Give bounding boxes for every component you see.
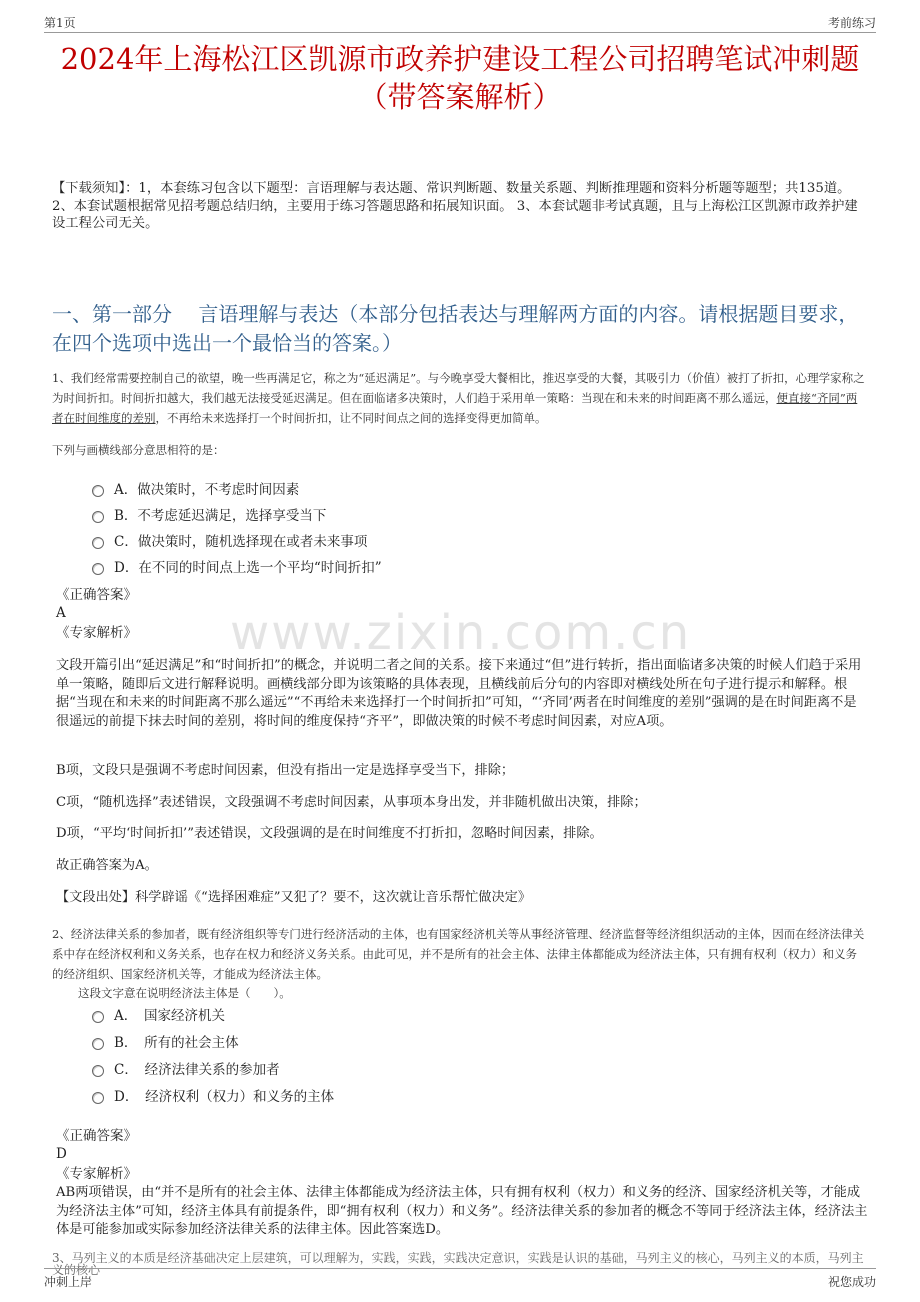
section-heading: 一、第一部分 言语理解与表达（本部分包括表达与理解两方面的内容。请根据题目要求，在四个选项中选出一个最恰当的答案。） (52, 302, 859, 355)
q2-option-c-label: C． 经济法律关系的参加者 (114, 1062, 280, 1078)
page-number: 第1页 (44, 16, 76, 30)
q1-option-a[interactable] (92, 478, 299, 498)
q1-stem-text: 1、我们经常需要控制自己的欲望，晚一些再满足它，称之为“延迟满足”。与今晚享受大餐相比，推迟享受的大餐，其吸引力（价值）被打了折扣，心理学家称之为时间折扣。时间折扣越大，我们越无法接受延迟满足。但在面临诸多决策时，人们趋于采用单一策略：当现在和未来的时间距离不那么遥远， (52, 371, 865, 405)
radio-icon[interactable] (92, 537, 104, 549)
question-1-stem (52, 368, 868, 428)
q1-stem-text-end: ，不再给未来选择打一个时间折扣，让不同时间点之间的选择变得更加简单。 (155, 411, 547, 425)
question-1-ask: 下列与画横线部分意思相符的是： (52, 443, 225, 457)
q1-option-b[interactable] (92, 504, 326, 524)
q2-option-d-label: D． 经济权利（权力）和义务的主体 (114, 1089, 335, 1105)
page-header (44, 12, 876, 33)
radio-icon[interactable] (92, 1038, 104, 1050)
title-line-2: （带答案解析） (358, 80, 562, 114)
radio-icon[interactable] (92, 1065, 104, 1077)
q1-option-d-label: D．在不同的时间点上选一个平均“时间折扣” (114, 560, 382, 576)
q2-answer-label: 《正确答案》 (56, 1128, 137, 1144)
q2-answer: D (56, 1146, 67, 1162)
q1-conclusion: 故正确答案为A。 (56, 858, 158, 873)
q2-option-d[interactable] (92, 1085, 334, 1105)
q1-analysis: 文段开篇引出“延迟满足”和“时间折扣”的概念，并说明二者之间的关系。接下来通过“但”进行转折，指出面临诸多决策的时候人们趋于采用单一策略，随即后文进行解释说明。画横线部分即为该策略的具体表现，且横线前后分句的内容即对横线处所在句子进行提示和解释。根据“当现在和未来的时间距离不那么遥远”“不再给未来选择打一个时间折扣”可知，“‘齐同’两者在时间维度的差别”强调的是在时间距离不是很遥远的前提下抹去时间的差别，将时间的维度保持“齐平”，即做决策的时候不考虑时间因素，对应A项。 (56, 658, 862, 729)
radio-icon[interactable] (92, 563, 104, 575)
footer-left: 冲刺上岸 (44, 1275, 93, 1289)
radio-icon[interactable] (92, 485, 104, 497)
q1-option-d[interactable] (92, 556, 382, 576)
download-notice: 【下载须知】：1，本套练习包含以下题型：言语理解与表达题、常识判断题、数量关系题、判断推理题和资料分析题等题型；共135道。 2、本套试题根据常见招考题总结归纳，主要用于练习答题思路和拓展知识面。 3、本套试题非考试真题，且与上海松江区凯源市政养护建设工程公司无关。 (52, 181, 858, 231)
q1-option-c-label: C．做决策时，随机选择现在或者未来事项 (114, 534, 368, 550)
radio-icon[interactable] (92, 1092, 104, 1104)
radio-icon[interactable] (92, 1011, 104, 1023)
question-3-partial: 3、马列主义的本质是经济基础决定上层建筑，可以理解为，实践，实践，实践决定意识，实践是认识的基础，马列主义的核心，马列主义的本质，马列主义的核心 (52, 1251, 864, 1277)
document-title (40, 40, 880, 116)
q2-option-b[interactable] (92, 1031, 239, 1051)
page-footer (44, 1268, 876, 1291)
q1-analysis-label: 《专家解析》 (56, 625, 137, 641)
q1-underlined-text: 便直接“齐同”两者在时间维度的差别 (52, 391, 858, 425)
watermark: www.zixin.com.cn (230, 605, 692, 661)
q1-source: 【文段出处】科学辟谣《“选择困难症”又犯了？要不，这次就让音乐帮忙做决定》 (56, 890, 532, 905)
q1-option-a-label: A．做决策时，不考虑时间因素 (114, 482, 300, 498)
q1-option-b-label: B．不考虑延迟满足，选择享受当下 (114, 508, 327, 524)
q2-option-b-label: B． 所有的社会主体 (114, 1035, 239, 1051)
q2-analysis-label: 《专家解析》 (56, 1166, 137, 1182)
question-2-ask: 这段文字意在说明经济法主体是（ ）。 (78, 986, 291, 1000)
title-line-1: 2024年上海松江区凯源市政养护建设工程公司招聘笔试冲刺题 (60, 42, 860, 76)
q2-option-a-label: A． 国家经济机关 (114, 1008, 225, 1024)
footer-right: 祝您成功 (827, 1275, 876, 1289)
question-2-stem: 2、经济法律关系的参加者，既有经济组织等专门进行经济活动的主体，也有国家经济机关等从事经济管理、经济监督等经济组织活动的主体，因而在经济法律关系中存在经济权利和义务关系，也存在权力和经济义务关系。由此可见，并不是所有的社会主体、法律主体都能成为经济法主体，只有拥有权利（权力）和义务的经济组织、国家经济机关等，才能成为经济法主体。 (52, 927, 865, 981)
q2-option-c[interactable] (92, 1058, 280, 1078)
q1-option-c[interactable] (92, 530, 367, 550)
q1-option-c-explanation: C项，“随机选择”表述错误，文段强调不考虑时间因素，从事项本身出发，并非随机做出决策，排除； (56, 795, 647, 810)
q1-answer: A (56, 605, 66, 621)
q1-option-d-explanation: D项，“平均‘时间折扣’”表述错误，文段强调的是在时间维度不打折扣，忽略时间因素，排除。 (56, 826, 603, 841)
q2-option-a[interactable] (92, 1004, 225, 1024)
header-category: 考前练习 (827, 16, 876, 30)
radio-icon[interactable] (92, 511, 104, 523)
q1-option-b-explanation: B项，文段只是强调不考虑时间因素，但没有指出一定是选择享受当下，排除； (56, 763, 515, 778)
q2-analysis: AB两项错误，由“并不是所有的社会主体、法律主体都能成为经济法主体，只有拥有权利（权力）和义务的经济、国家经济机关等，才能成为经济法主体”可知，经济主体具有前提条件，即“拥有权利（权力）和义务”。经济法律关系的参加者的概念不等同于经济法主体，经济法主体是可能参加或实际参加经济法律关系的法律主体。因此答案选D。 (56, 1185, 868, 1237)
q1-answer-label: 《正确答案》 (56, 587, 137, 603)
